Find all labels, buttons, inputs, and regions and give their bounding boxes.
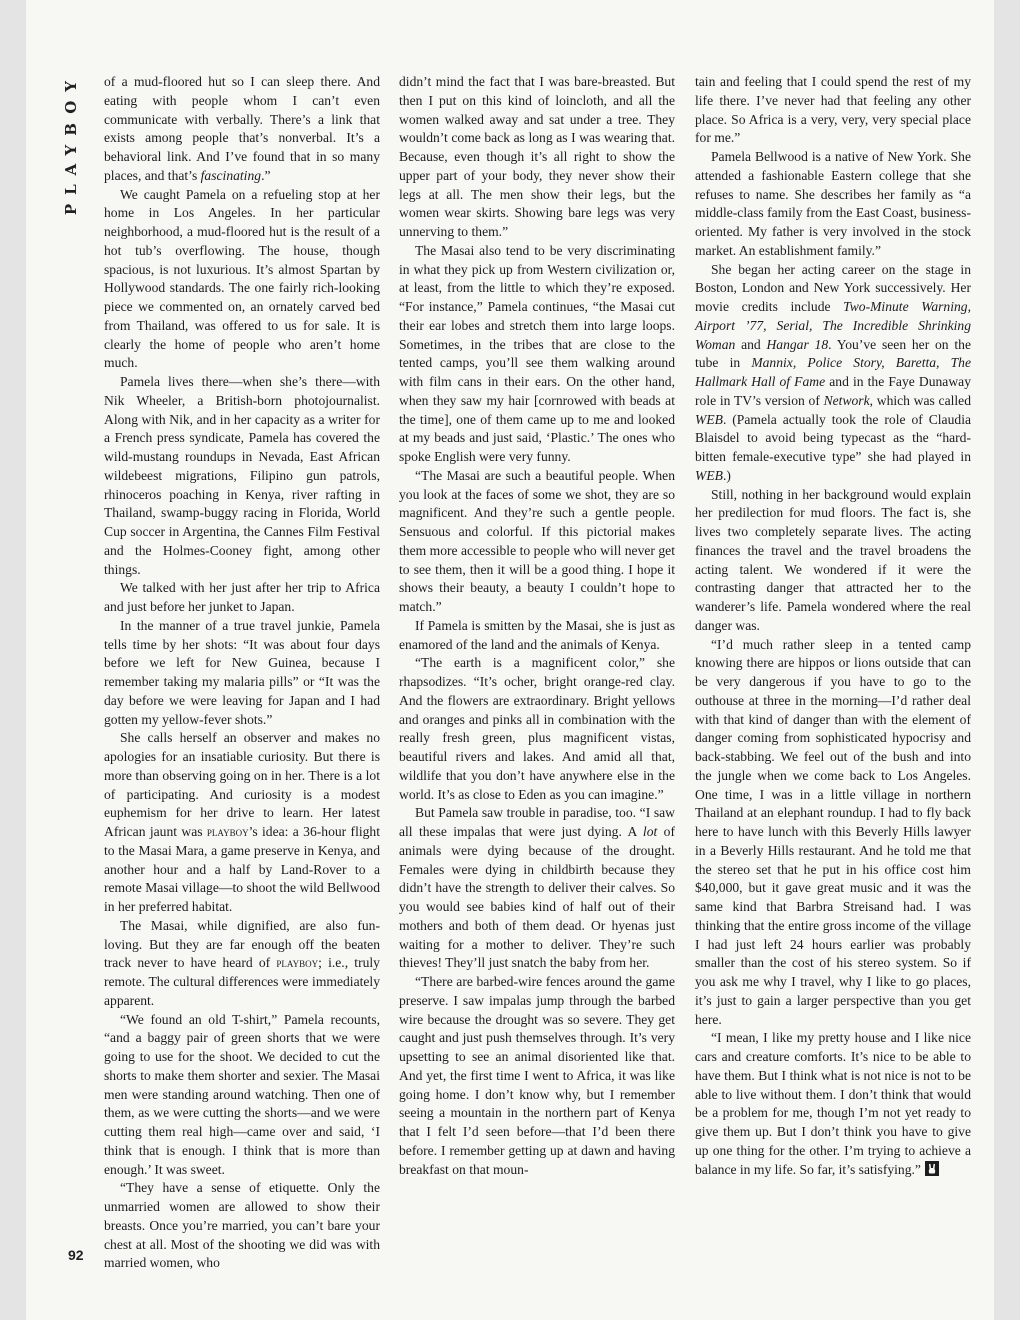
page-number: 92: [68, 1247, 84, 1263]
text-run: of animals were dying because of the drought. Females were dying in childbirth because they didn’t have the strength to deliver their calves. So you would see babies kind of half out of their mothers and both of them dead. Or hyenas just waiting for a mother to deliver. They’re such thieves! They’ll just snatch the baby from her.: [399, 824, 675, 971]
text-run: She began her acting career on the stage in Boston, London and New York successively. Her movie credits include: [695, 261, 971, 314]
paragraph: [399, 467, 675, 617]
paragraph: [104, 917, 380, 1011]
text-run: lot: [642, 824, 658, 839]
paragraph: [104, 373, 380, 579]
text-run: playboy: [276, 956, 319, 971]
text-run: “I’d much rather sleep in a tented camp knowing there are hippos or lions outside that can be very dangerous if you have to go to the outhouse at three in the morning—I’d rather deal with that kind of danger than with the element of danger coming from sophisticated hypocrisy and back-stabbing. We feel out of the bush and into the jungle when we come back to Los Angeles. One time, I was in a little village in northern Thailand at an elephant roundup. I had to fly back here to have lunch with this Beverly Hills lawyer in a Beverly Hills restaurant. And he told me that the stereo set that he put in his office cost him $40,000, but it gave great music and it was the same kind that Barbra Streisand had. I was thinking that the entire gross income of the village I had just left 24 hours earlier was probably smaller than the cost of his stereo system. So if you ask me why I travel, why I like to go places, it’s just to gain a larger perspective than you get here.: [695, 636, 971, 1027]
paragraph: [695, 148, 971, 261]
text-run: didn’t mind the fact that I was bare-breasted. But then I put on this kind of loincloth, and all the women walked away and sat under a tree. They wouldn’t come back as long as I was wearing that. Because, even though it’s all right to show the upper part of your body, they never show their legs at all. The men show their legs, but the women wear skirts. Showing bare legs was very unnerving to them.”: [399, 74, 675, 239]
text-run: Hangar 18: [766, 336, 829, 352]
text-run: . (Pamela actually took the role of Claudia Blaisdel to avoid being typecast as the “hard-bitten female-executive type” she had played in: [695, 411, 971, 464]
text-run: Pamela Bellwood is a native of New York. She attended a fashionable Eastern college that she refuses to name. She describes her family as “a middle-class family from the East Coast, business-oriented. My father is very involved in the stock market. An establishment family.”: [695, 149, 971, 258]
text-run: We caught Pamela on a refueling stop at her home in Los Angeles. In her particular neighborhood, a mud-floored hut is the result of a hot tub’s overflowing. The house, though spacious, is not luxurious. It’s almost Spartan by Hollywood standards. The one fairly rich-looking piece we commented on, an ornately carved bed from Thailand, was offered to us for sale. It is clearly the home of people who aren’t home much.: [104, 186, 380, 371]
paragraph: [695, 636, 971, 1030]
paragraph: [104, 73, 380, 186]
text-run: “We found an old T-shirt,” Pamela recounts, “and a baggy pair of green shorts that we were going to use for the shoot. We decided to cut the shorts to make them shorter and sexier. The Masai men were standing around watching. Then one of them, as we were cutting the shorts—and we were cutting them real high—came over and said, ‘I think that is enough. I think that is more than enough.’ It was sweet.: [104, 1011, 380, 1177]
paragraph: [104, 186, 380, 374]
paragraph: [399, 973, 675, 1179]
magazine-page: [26, 0, 994, 1320]
paragraph: [695, 73, 971, 148]
text-run: We talked with her just after her trip to Africa and just before her junket to Japan.: [104, 580, 380, 614]
text-run: . You’ve seen her on the tube in: [695, 336, 971, 371]
column-3: [695, 73, 971, 1179]
text-run: If Pamela is smitten by the Masai, she is just as enamored of the land and the animals of Kenya.: [399, 617, 675, 652]
paragraph: [399, 73, 675, 242]
text-run: Mannix, Police Story, Baretta, The Hallmark Hall of Fame: [695, 355, 972, 389]
text-run: WEB: [695, 411, 723, 427]
text-run: Network: [823, 392, 870, 408]
paragraph: [399, 242, 675, 467]
text-run: ; i.e., truly remote. The cultural differences were immediately apparent.: [104, 955, 380, 1008]
paragraph: [104, 579, 380, 617]
text-run: ’s idea: a 36-hour flight to the Masai Mara, a game preserve in Kenya, and another hour and a half by Land-Rover to a remote Masai village—to shoot the wild Bellwood in her preferred habitat.: [104, 824, 380, 914]
text-run: and: [735, 336, 767, 352]
text-run: “I mean, I like my pretty house and I like nice cars and creature comforts. It’s nice to be able to have them. But I think what is not nice is not to be able to live without them. I don’t think that would be a problem for me, though I’m not yet ready to give them up. But I don’t think you have to give up one thing for the other. I’m trying to achieve a balance in my life. So far, it’s satisfying.”: [695, 1030, 971, 1177]
paragraph: [399, 617, 675, 655]
paragraph: [695, 1029, 971, 1179]
text-run: She calls herself an observer and makes no apologies for an insatiable curiosity. But there is more than observing going on in her. There is a lot of participating. And curiosity is a modest euphemism for her drive to learn. Her latest African jaunt was: [104, 730, 380, 839]
paragraph: [695, 486, 971, 636]
text-run: “They have a sense of etiquette. Only the unmarried women are allowed to show their breasts. Once you’re married, you can’t bare your chest at all. Most of the shooting we did was with married women, who: [104, 1180, 380, 1271]
text-run: of a mud-floored hut so I can sleep there. And eating with people whom I can’t even communicate with verbally. There’s a link that exists among people that’s nonverbal. It’s a behavioral link. And I’ve found that in so many places, and that’s: [104, 74, 380, 183]
text-run: playboy: [206, 825, 249, 839]
text-run: .): [722, 467, 731, 483]
text-run: The Masai also tend to be very discriminating in what they pick up from Western civilization or, at least, from the little to which they’re exposed. “For instance,” Pamela continues, “the Masai cut their ear lobes and stretch them into large loops. Sometimes, in the tribes that are close to the tented camps, you’ll see them walking around with film cans in their ears. On the other hand, when they saw my hair [cornrowed with beads at the time], one of them came up to me and looked at my beads and just said, ‘Plastic.’ The ones who spoke English were very funny.: [399, 242, 675, 464]
text-run: The Masai, while dignified, are also fun-loving. But they are far enough off the beaten track never to have heard of: [104, 917, 380, 971]
text-run: .”: [261, 167, 271, 183]
paragraph: [104, 1011, 380, 1180]
paragraph: [399, 654, 675, 804]
paragraph: [399, 804, 675, 973]
paragraph: [695, 261, 971, 486]
paragraph: [104, 617, 380, 730]
text-run: But Pamela saw trouble in paradise, too. “I saw all these impalas that were just dying. A: [399, 805, 675, 839]
text-run: “There are barbed-wire fences around the game preserve. I saw impalas jump through the barbed wire because the drought was so severe. They get caught and just push themselves through. It’s very upsetting to see an animal disoriented like that. And yet, the first time I went to Africa, it was like going home. I don’t know why, but I remember seeing a mountain in the northern part of Kenya that I felt I’d seen before—that I’d been there before. I remember getting up at dawn and having breakfast on that moun-: [399, 974, 675, 1177]
text-run: Pamela lives there—when she’s there—with Nik Wheeler, a British-born photojournalist. Along with Nik, and in her capacity as a writer for a French press syndicate, Pamela has covered the wild-mustang roundups in Nevada, East African wildebeest migrations, Filipino gun patrols, rhinoceros poaching in Kenya, river rafting in Thailand, swamp-buggy racing in Florida, World Cup soccer in Argentina, the Cannes Film Festival and the Holmes-Cooney fight, among other things.: [104, 374, 380, 577]
paragraph: [104, 1179, 380, 1273]
masthead: PLAYBOY: [62, 72, 80, 216]
text-run: fascinating: [200, 167, 262, 183]
paragraph: [104, 729, 380, 917]
text-run: , which was called: [869, 392, 971, 408]
column-1: [104, 73, 380, 1273]
text-run: Two-Minute Warning, Airport ’77, Serial, The Incredible Shrinking Woman: [695, 299, 971, 352]
text-run: WEB: [695, 467, 723, 483]
text-run: “The earth is a magnificent color,” she rhapsodizes. “It’s ocher, bright orange-red clay. And the flowers are extraordinary. Bright yellows and oranges and pinks all in combination with the really fresh green, plus magnificent vistas, beautiful rivers and lakes. And amid all that, wildlife that you don’t have anywhere else in the world. It’s as close to Eden as you can imagine.”: [399, 655, 675, 802]
text-run: Still, nothing in her background would explain her predilection for mud floors. The fact is, she lives two completely separate lives. The acting finances the travel and the travel broadens the acting talent. We wondered if it were the contrasting danger that attracted her to the wanderer’s life. Pamela wondered where the real danger was.: [695, 486, 971, 633]
column-2: [399, 73, 675, 1179]
text-run: “The Masai are such a beautiful people. When you look at the faces of some we shot, they are so magnificent. And they’re such a gentle people. Sensuous and colorful. If this pictorial makes them more accessible to people who will never get to see them, then it will be a good thing. I hope it shows their beauty, a beauty I couldn’t hope to match.”: [399, 467, 675, 614]
text-run: and in the Faye Dunaway role in TV’s version of: [695, 374, 971, 408]
text-run: In the manner of a true travel junkie, Pamela tells time by her shots: “It was about four days before we left for New Guinea, because I remember taking my malaria pills” or “It was the day before we were leaving for Japan and I had gotten my yellow-fever shots.”: [104, 617, 380, 727]
text-run: tain and feeling that I could spend the rest of my life there. I’ve never had that feeling any other place. So Africa is a very, very, very special place for me.”: [695, 74, 971, 146]
rabbit-head-icon: [925, 1161, 939, 1176]
